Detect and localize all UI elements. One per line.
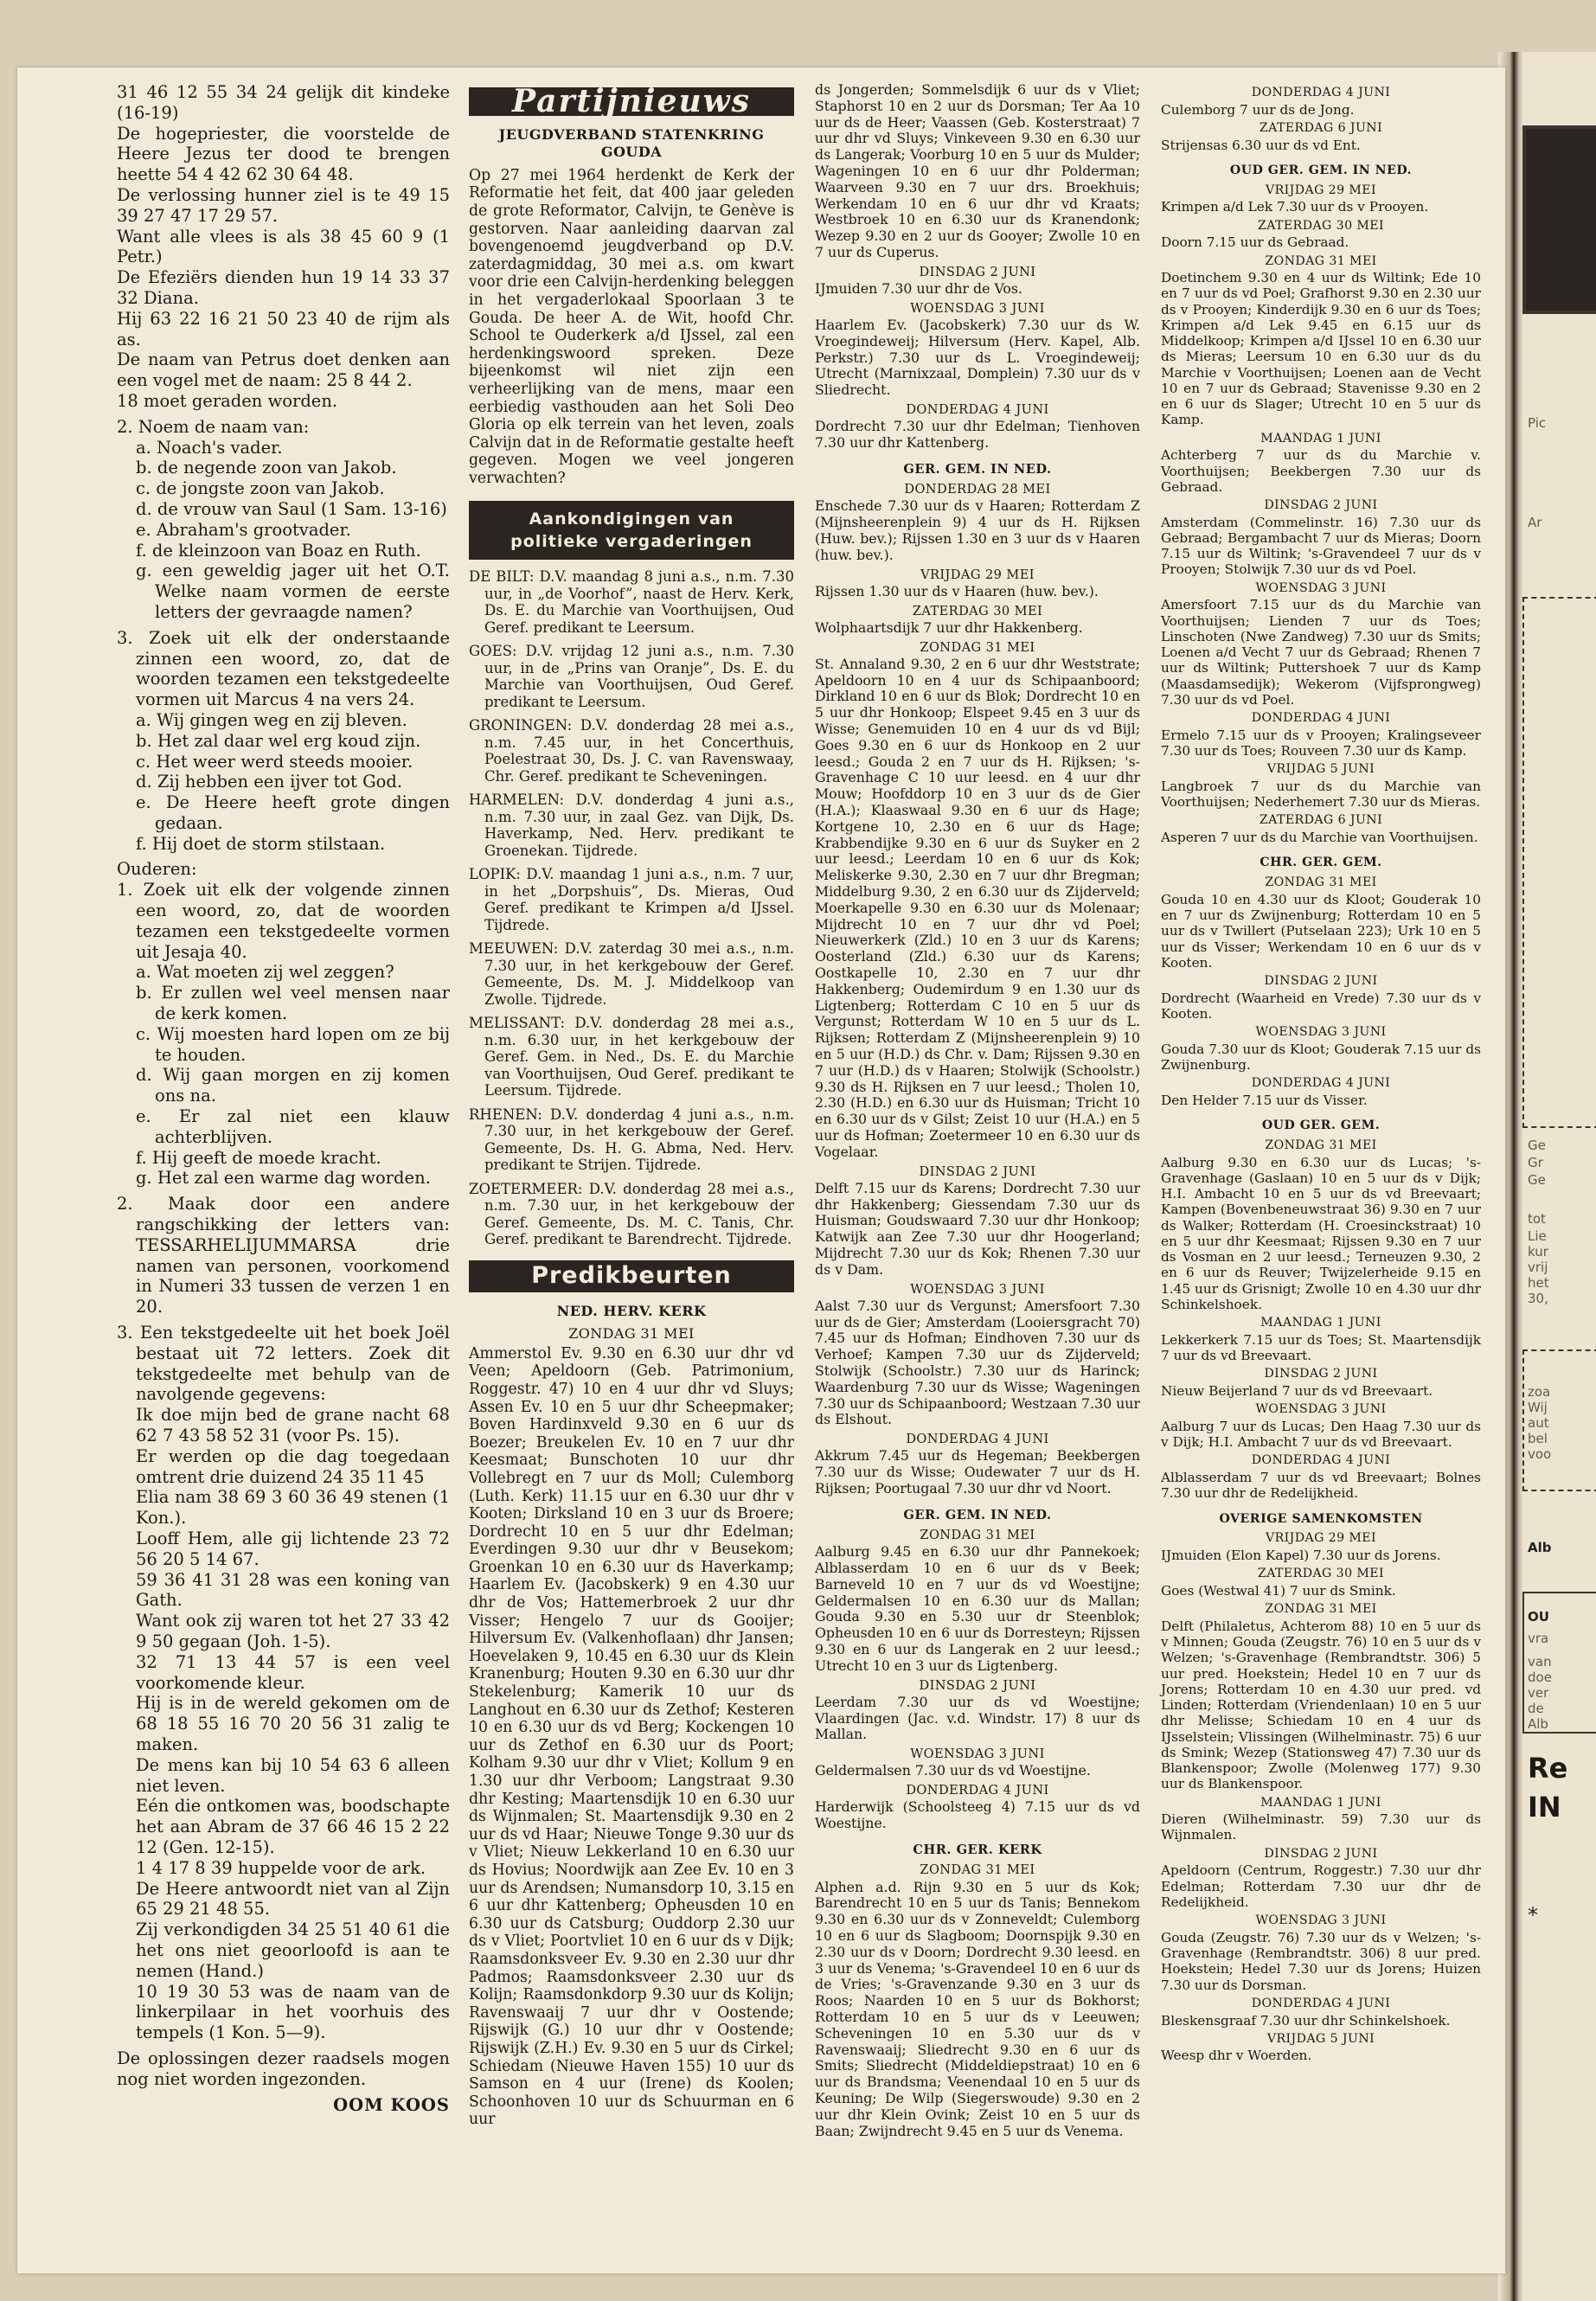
day-heading: VRIJDAG 29 MEI <box>920 567 1035 582</box>
service-listing: Aalburg 7 uur ds Lucas; Den Haag 7.30 uur ds v Dijk; H.I. Ambacht 7 uur ds vd Breevaart. <box>1161 1418 1481 1451</box>
service-listing: St. Annaland 9.30, 2 en 6 uur dhr Weststrate; Apeldoorn 10 en 4 uur ds Schipaanboord; Dirkland 10 en 6 uur ds Blok; Dordrecht 10 en 5 uur dhr Honkoop; Elspeet 9.45 en 3 uur ds Wisse; Genemuiden 10 en 4 uur ds vd Bijl; Goes 9.30 en 6 uur ds Honkoop en 2 uur leesd.; Gouda 2 en 7 uur ds H. Rijksen; 's-Gravenhage C 10 uur leesd. en 4 uur dhr Mouw; Hoofddorp 10 en 3 uur ds de Gier (H.A.); Klaaswaal 9.30 en 6 uur ds Hage; Kortgene 10, 2.30 en 6 uur ds Hage; Krabbendijke 9.30 en 6 uur ds Suyker en 2 uur leesd.; Leerdam 10 en 6 uur ds Kok; Meliskerke 9.30, 2.30 en 7 uur dhr Bregman; Middelburg 9.30, 2 en 6.30 uur ds Zijderveld; Moerkapelle 9.30 en 6.30 uur ds Molenaar; Mijdrecht 10 en 7 uur dhr vd Poel; Nieuwerkerk (Zld.) 10 en 3 uur ds Karens; Oosterland (Zld.) 6.30 uur ds Karens; Oostkapelle 10, 2.30 en 7 uur dhr Hakkenberg; Oudemirdum 9 en 1.30 uur ds Ligtenberg; Rotterdam C 10 en 5 uur ds Vergunst; Rotterdam W 10 en 5 uur ds L. Rijksen; Rotterdam Z (Mijnsheerenplein 9) 10 en 5 uur (H.D.) ds Chr. v. Dam; Rijssen 9.30 en 7 uur (H.D.) ds v Haaren; Stolwijk (Schoolstr.) 9.30 ds H. Rijksen en 7 uur leesd.; Tholen 10, 2.30 (H.D.) en 6.30 uur ds Huisman; Tricht 10 en 6.30 uur ds v Gilst; Zeist 10 uur (H.A.) en 5 uur ds Hofman; Zoetermeer 10 en 6.30 uur ds Vogelaar. <box>815 655 1140 1160</box>
day-heading: ZONDAG 31 MEI <box>920 639 1035 655</box>
service-listing: Doetinchem 9.30 en 4 uur ds Wiltink; Ede 10 en 7 uur ds vd Poel; Grafhorst 9.30 en 2.30 uur ds v Prooyen; Kinderdijk 9.30 en 6 uur ds Toes; Krimpen a/d Lek 9.45 en 6.15 uur ds Middelkoop; Krimpen a/d IJssel 10 en 6.30 uur ds Mieras; Leersum 10 en 6.30 uur ds du Marchie v Voorthuijsen; Loenen aan de Vecht 10 en 7 uur ds Gebraad; Stavenisse 9.30 en 2 en 6 uur ds Slager; Utrecht 10 en 5 uur ds Kamp. <box>1161 270 1481 428</box>
ouderen-question-1: 1. Zoek uit elk der volgende zinnen een woord, zo, dat de woorden tezamen een tekstgedeelte vormen uit Jesaja 40. <box>117 880 450 962</box>
day-heading: ZATERDAG 30 MEI <box>1257 218 1385 233</box>
day-heading: ZONDAG 31 MEI <box>1265 253 1377 268</box>
puzzle-clue: Want ook zij waren tot het 27 33 42 9 50 gegaan (Joh. 1-5). <box>136 1611 450 1651</box>
church-heading: NED. HERV. KERK <box>556 1302 707 1319</box>
day-heading: ZATERDAG 30 MEI <box>912 603 1043 619</box>
fragment: Alb <box>1528 1540 1552 1555</box>
service-listing: Lekkerkerk 7.15 uur ds Toes; St. Maartensdijk 7 uur ds vd Breevaart. <box>1161 1331 1481 1364</box>
question-item: e. Abraham's grootvader. <box>136 519 351 540</box>
service-listing: Weesp dhr v Woerden. <box>1161 2048 1312 2064</box>
service-listing: Dieren (Wilhelminastr. 59) 7.30 uur ds Wijnmalen. <box>1161 1811 1481 1843</box>
fragment: Alb <box>1528 1716 1548 1732</box>
service-listing: Langbroek 7 uur ds du Marchie van Voorthuijsen; Nederhemert 7.30 uur ds Mieras. <box>1161 778 1481 811</box>
service-listing: IJmuiden (Elon Kapel) 7.30 uur ds Jorens. <box>1161 1548 1441 1564</box>
day-heading: DONDERDAG 4 JUNI <box>906 1432 1049 1447</box>
day-heading: DINSDAG 2 JUNI <box>919 1163 1036 1179</box>
jeugdverband-heading: JEUGDVERBAND STATENKRING GOUDA <box>498 125 765 161</box>
day-heading: MAANDAG 1 JUNI <box>1260 431 1381 445</box>
service-listing: Ermelo 7.15 uur ds v Prooyen; Kralingseveer 7.30 uur ds Toes; Rouveen 7.30 uur ds Kamp. <box>1161 727 1481 759</box>
day-heading: WOENSDAG 3 JUNI <box>1255 580 1387 595</box>
question-item: g. Het zal een warme dag worden. <box>136 1168 431 1189</box>
service-listing: Alblasserdam 7 uur ds vd Breevaart; Bolnes 7.30 uur dhr de Redelijkheid. <box>1161 1470 1481 1502</box>
day-heading: DINSDAG 2 JUNI <box>1264 498 1378 513</box>
jeugdverband-text: Op 27 mei 1964 herdenkt de Kerk der Reformatie het feit, dat 400 jaar geleden de grote Reformator, Calvijn, te Genève is gestorven. Naar aanleiding daarvan zal bovengenoemd jeugdverband op D.V. zaterdagmiddag, 30 mei a.s. om kwart voor drie een Calvijn-herdenking beleggen in het vergaderlokaal Spoorlaan 3 te Gouda. De heer A. de Wit, hoofd Chr. School te Ouderkerk a/d IJssel, zal een herdenkingswoord spreken. Deze bijeenkomst wil niet zijn een verheerlijking van de mens, maar een eerbiedig vasthouden aan het Soli Deo Gloria op elk terrein van het leven, zoals Calvijn dat in de Reformatie gestalte heeft gegeven. Mogen we veel jongeren verwachten? <box>469 166 794 487</box>
day-heading: MAANDAG 1 JUNI <box>1260 1795 1381 1810</box>
service-listing: Leerdam 7.30 uur ds vd Woestijne; Vlaardingen (Jac. v.d. Windstr. 17) 8 uur ds Mallan. <box>815 1693 1140 1743</box>
fragment: aut <box>1528 1415 1549 1431</box>
puzzle-clue: 31 46 12 55 34 24 gelijk dit kindeke (16-19) <box>117 82 450 123</box>
day-heading: DONDERDAG 4 JUNI <box>1251 1076 1391 1091</box>
day-heading: DINSDAG 2 JUNI <box>1264 1846 1378 1861</box>
day-heading: WOENSDAG 3 JUNI <box>910 1747 1045 1762</box>
day-heading: DINSDAG 2 JUNI <box>1264 1367 1378 1381</box>
puzzle-clue: Elia nam 38 69 3 60 36 49 stenen (1 Kon.). <box>136 1487 450 1529</box>
puzzle-clue: Looff Hem, alle gij lichtende 23 72 56 20 5 14 67. <box>136 1528 450 1569</box>
puzzle-column <box>117 82 450 2115</box>
puzzle-clue: De hogepriester, die voorstelde de Heere Jezus ter dood te brengen heette 54 4 42 62 30 64 48. <box>117 123 450 185</box>
fragment: Ge <box>1528 1138 1546 1153</box>
service-listing: ds Jongerden; Sommelsdijk 6 uur ds v Vliet; Staphorst 10 en 2 uur ds Dorsman; Ter Aa 10 uur ds de Heer; Vaassen (Geb. Kosterstraat) 7 uur dhr vd Sluys; Vinkeveen 9.30 en 6.30 uur ds Langerak; Voorburg 10 en 5 uur ds Mulder; Wageningen 10 en 6 uur dhr Polderman; Waarveen 9.30 en 7 uur drs. Broekhuis; Werkendam 10 en 6 uur dhr vd Kraats; Westbroek 10 en 6.30 uur ds Kranendonk; Wezep 9.30 en 2 uur ds Gooyer; Zwolle 10 en 7 uur ds Cuperus. <box>815 81 1140 260</box>
service-listing: Harderwijk (Schoolsteeg 4) 7.15 uur ds vd Woestijne. <box>815 1798 1140 1832</box>
meeting-announcement: GOES: D.V. vrijdag 12 juni a.s., n.m. 7.30 uur, in de „Prins van Oranje”, Ds. E. du Marchie van Voorthuijsen, Oud Geref. predikant te Leersum. <box>469 643 794 710</box>
fragment: IN <box>1528 1791 1561 1823</box>
closing-note: De oplossingen dezer raadsels mogen nog niet worden ingezonden. <box>117 2048 450 2089</box>
fragment: tot <box>1528 1211 1546 1227</box>
puzzle-clue: Eén die ontkomen was, boodschapte het aan Abram de 37 66 46 15 2 22 12 (Gen. 12-15). <box>136 1796 450 1857</box>
service-listing: Gouda (Zeugstr. 76) 7.30 uur ds v Welzen; 's-Gravenhage (Rembrandtstr. 306) 8 uur pred. Hoekstein; Hedel 7.30 uur ds Jorens; Huizen 7.30 uur ds Dorsman. <box>1161 1929 1481 1993</box>
ouderen-question-3: 3. Een tekstgedeelte uit het boek Joël bestaat uit 72 letters. Zoek dit tekstgedeelte met behulp van de navolgende gegevens: <box>117 1323 450 1405</box>
fragment: vra <box>1528 1631 1549 1646</box>
day-heading: VRIJDAG 29 MEI <box>1265 183 1377 197</box>
service-listing: Dordrecht (Waarheid en Vrede) 7.30 uur ds v Kooten. <box>1161 990 1481 1022</box>
question-item: b. Het zal daar wel erg koud zijn. <box>136 730 421 751</box>
service-listing: Alphen a.d. Rijn 9.30 en 5 uur ds Kok; Barendrecht 10 en 5 uur ds Tanis; Bennekom 9.30 en 6.30 uur ds v Zonneveldt; Culemborg 10 en 6 uur ds Slagboom; Doornspijk 9.30 en 2.30 uur ds v Doorn; Dordrecht 9.30 leesd. en 3 uur ds Venema; 's-Gravendeel 10 en 6 uur ds de Vries; 's-Gravenzande 9.30 en 3 uur ds Roos; Naarden 10 en 5 uur ds Bokhorst; Rotterdam 10 en 5 uur ds v Leeuwen; Scheveningen 10 en 5.30 uur ds v Ravenswaaij; Sliedrecht 9.30 en 6 uur ds Smits; Sliedrecht (Middeldiepstraat) 10 en 6 uur ds Brandsma; Veenendaal 10 en 5 uur ds Keuning; De Wilp (Siegerswoude) 9.30 en 2 uur dhr Klein Ovink; Zeist 10 en 5 uur ds Baan; Zwijndrecht 9.45 en 5 uur ds Venema. <box>815 1878 1140 2139</box>
service-listing: Amersfoort 7.15 uur ds du Marchie van Voorthuijsen; Lienden 7 uur ds Toes; Linschoten (Nwe Zandweg) 7.30 uur ds Smits; Loenen a/d Vecht 7 uur ds Gebraad; Rhenen 7 uur ds Wiltink; Puttershoek 7 uur ds Kamp (Maasdamsedijk); Wekerom (Vijfsprongweg) 7.30 uur ds vd Poel. <box>1161 597 1481 708</box>
fragment: Ar <box>1528 515 1542 530</box>
meetings-banner <box>469 501 794 560</box>
service-listing: Bleskensgraaf 7.30 uur dhr Schinkelshoek. <box>1161 2012 1451 2029</box>
day-heading: WOENSDAG 3 JUNI <box>1255 1913 1387 1928</box>
fragment: Lie <box>1528 1228 1547 1244</box>
day-heading: ZONDAG 31 MEI <box>1265 1602 1377 1617</box>
puzzle-clue: 10 19 30 53 was de naam van de linkerpilaar in het voorhuis des tempels (1 Kon. 5—9). <box>136 1981 450 2043</box>
service-listing: Strijensas 6.30 uur ds vd Ent. <box>1161 137 1361 153</box>
puzzle-clue: Hij 63 22 16 21 50 23 40 de rijm als as. <box>117 308 450 349</box>
service-listing: Ammerstol Ev. 9.30 en 6.30 uur dhr vd Veen; Apeldoorn (Geb. Patrimonium, Roggestr. 47) 10 en 4 uur dhr vd Sluys; Assen Ev. 10 en 5 uur dhr Scheepmaker; Boven Hardinxveld 9.30 en 6 uur ds Boezer; Breukelen Ev. 10 en 7 uur dhr Keesmaat; Bunschoten 10 uur dhr Vollebregt en 7 uur ds Moll; Culemborg (Luth. Kerk) 11.15 uur en 6.30 uur dhr v Kooten; Dirksland 10 en 3 uur ds Broere; Dordrecht 10 en 5 uur dhr Edelman; Everdingen 9.30 uur dhr v Beusekom; Groenkan 10 en 6.30 uur ds Haverkamp; Haarlem Ev. (Jacobskerk) 9 en 4.30 uur dhr de Vos; Hattemerbroek 2 uur dhr Visser; Hengelo 7 uur ds Gooijer; Hilversum Ev. (Valkenhoflaan) dhr Jansen; Hoevelaken 9, 10.45 en 6.30 uur ds Klein Kranenburg; Houten 9.30 en 6.30 uur dhr Stekelenburg; Kamerik 10 uur ds Langhout en 6.30 uur ds Zethof; Kesteren 10 en 6.30 uur ds vd Berg; Kockengen 10 uur ds Zethof en 6.30 uur ds Poort; Kolham 9.30 uur dhr v Vliet; Kollum 9 en 1.30 uur dhr Verboom; Langstraat 9.30 dhr Kesting; Maartensdijk 10 en 6.30 uur ds Wijnmalen; St. Maartensdijk 9.30 en 2 uur ds vd Haar; Nieuwe Tonge 9.30 uur ds v Vliet; Nieuw Lekkerland 10 en 6.30 uur ds Hovius; Noordwijk aan Zee Ev. 10 en 3 uur ds Arendsen; Numansdorp 10, 3.15 en 6 uur dhr Kattenberg; Opheusden 10 en 6.30 uur ds Catsburg; Ouddorp 2.30 uur ds v Vliet; Poortvliet 10 en 6 uur ds v Dijk; Raamsdonksveer Ev. 9.30 en 2.30 uur dhr Padmos; Raamsdonksveer 2.30 uur ds Kolijn; Raamsdonkdorp 9.30 uur ds Kolijn; Ravenswaaij 7 uur dhr v Oostende; Rijswijk (G.) 10 uur dhr v Oostende; Rijswijk (Z.H.) Ev. 9.30 en 5 uur ds Cirkel; Schiedam (Nieuwe Haven 155) 10 uur ds Samson en 4 uur (Irene) ds Koolen; Schoonhoven 10 uur ds Schuurman en 6 uur <box>469 1344 794 2129</box>
puzzle-clue: Ik doe mijn bed de grane nacht 68 62 7 43 58 52 31 (voor Ps. 15). <box>136 1405 450 1445</box>
day-heading: DONDERDAG 28 MEI <box>904 482 1051 497</box>
puzzle-clue: Want alle vlees is als 38 45 60 9 (1 Petr.) <box>117 226 450 267</box>
meeting-announcement: ZOETERMEER: D.V. donderdag 28 mei a.s., n.m. 7.30 uur, in het kerkgebouw der Geref. Gemeente, Ds. M. C. Tanis, Chr. Geref. predikant te Barendrecht. Tijdrede. <box>469 1180 794 1248</box>
question-item: a. Wat moeten zij wel zeggen? <box>136 962 394 983</box>
question-item: a. Wij gingen weg en zij bleven. <box>136 709 407 730</box>
day-heading: ZONDAG 31 MEI <box>920 1862 1035 1878</box>
fragment: ver <box>1528 1685 1549 1701</box>
puzzle-clue: Zij verkondigden 34 25 51 40 61 die het ons niet geoorloofd is aan te nemen (Hand.) <box>136 1920 450 1981</box>
church-heading: OUD GER. GEM. IN NED. <box>1229 163 1413 177</box>
question-item: b. Er zullen wel veel mensen naar de kerk komen. <box>136 983 450 1024</box>
fragment: voo <box>1528 1446 1552 1462</box>
service-listing: Asperen 7 uur ds du Marchie van Voorthuijsen. <box>1161 830 1478 846</box>
fragment: vrij <box>1528 1259 1548 1275</box>
fragment: kur <box>1528 1244 1548 1259</box>
question-item: b. de negende zoon van Jakob. <box>136 458 397 478</box>
service-listing: Dordrecht 7.30 uur dhr Edelman; Tienhoven 7.30 uur dhr Kattenberg. <box>815 418 1140 452</box>
meeting-announcement: RHENEN: D.V. donderdag 4 juni a.s., n.m. 7.30 uur, in het kerkgebouw der Geref. Gemeente, Ds. H. G. Abma, Ned. Herv. predikant te Strijen. Tijdrede. <box>469 1106 794 1174</box>
fragment: zoa <box>1528 1384 1551 1400</box>
service-listing: Den Helder 7.15 uur ds Visser. <box>1161 1093 1368 1109</box>
puzzle-clue: 1 4 17 8 39 huppelde voor de ark. <box>136 1857 426 1878</box>
church-heading: CHR. GER. KERK <box>913 1843 1042 1858</box>
day-heading: DONDERDAG 4 JUNI <box>1251 1996 1391 2010</box>
meeting-announcement: LOPIK: D.V. maandag 1 juni a.s., n.m. 7 uur, in het „Dorpshuis”, Ds. Mieras, Oud Geref. predikant te Krimpen a/d IJssel. Tijdrede. <box>469 866 794 933</box>
service-listing: Goes (Westwal 41) 7 uur ds Smink. <box>1161 1582 1396 1599</box>
day-heading: ZONDAG 31 MEI <box>920 1527 1035 1542</box>
puzzle-clue: Er werden op die dag toegedaan omtrent drie duizend 24 35 11 45 <box>136 1445 450 1487</box>
fragment: bel <box>1528 1431 1548 1446</box>
service-listing: Nieuw Beijerland 7 uur ds vd Breevaart. <box>1161 1382 1433 1399</box>
day-heading: VRIJDAG 5 JUNI <box>1266 762 1375 777</box>
fragment: Wij <box>1528 1400 1548 1415</box>
day-heading: ZATERDAG 6 JUNI <box>1259 120 1383 135</box>
puzzle-clue: De Heere antwoordt niet van al Zijn 65 29 21 48 55. <box>136 1878 450 1920</box>
ouderen-question-2: 2. Maak door een andere rangschikking der letters van: TESSARHELIJUMMARSA drie namen van personen, voorkomend in Numeri 33 tussen de verzen 1 en 20. <box>117 1194 450 1317</box>
question-item: d. de vrouw van Saul (1 Sam. 13-16) <box>136 498 447 519</box>
service-listing: Aalburg 9.45 en 6.30 uur dhr Pannekoek; Alblasserdam 10 en 6 uur ds v Beek; Barneveld 10 en 7 uur ds vd Woestijne; Geldermalsen 10 en 6.30 uur ds Mallan; Gouda 9.30 en 5.30 uur dr Steenblok; Opheusden 10 en 6 uur ds Dorresteyn; Rijssen 9.30 en 6 uur ds Langerak en 2 uur leesd.; Utrecht 10 en 3 uur ds Ligtenberg. <box>815 1543 1140 1674</box>
fragment: Gr <box>1528 1155 1543 1170</box>
meeting-announcement: DE BILT: D.V. maandag 8 juni a.s., n.m. 7.30 uur, in „de Voorhof”, naast de Herv. Kerk, Ds. E. du Marchie van Voorthuijsen, Oud Geref. predikant te Leersum. <box>469 568 794 636</box>
fragment: Pic <box>1528 415 1547 431</box>
question-item: e. De Heere heeft grote dingen gedaan. <box>136 792 450 833</box>
service-listing: Aalst 7.30 uur ds Vergunst; Amersfoort 7.30 uur ds de Gier; Amsterdam (Looiersgracht 70) 7.45 uur ds Hofman; Eindhoven 7.30 uur ds Verhoef; Kampen 7.30 uur ds Zijderveld; Stolwijk (Schoolstr.) 7.30 uur ds Harinck; Waardenburg 7.30 uur ds Wisse; Wageningen 7.30 uur ds Schipaanboord; Westzaan 7.30 uur ds Elshout. <box>815 1297 1140 1428</box>
fragment: 30, <box>1528 1291 1548 1306</box>
service-listing: Achterberg 7 uur ds du Marchie v. Voorthuijsen; Beekbergen 7.30 uur ds Gebraad. <box>1161 447 1481 495</box>
service-listing: Enschede 7.30 uur ds v Haaren; Rotterdam Z (Mijnsheerenplein 9) 4 uur ds H. Rijksen (Huw. bev.); Rijssen 1.30 en 3 uur ds v Haaren (huw. bev.). <box>815 497 1140 563</box>
adjacent-page-edge <box>1522 52 1596 2301</box>
partijnieuws-banner: Partijnieuws <box>469 87 794 116</box>
service-listing: Krimpen a/d Lek 7.30 uur ds v Prooyen. <box>1161 199 1429 215</box>
fragment: * <box>1528 1903 1538 1927</box>
meeting-announcement: GRONINGEN: D.V. donderdag 28 mei a.s., n.m. 7.45 uur, in het Concerthuis, Poelestraat 30, Ds. J. C. van Ravenswaay, Chr. Geref. predikant te Scheveningen. <box>469 717 794 785</box>
puzzle-clue: De naam van Petrus doet denken aan een vogel met de naam: 25 8 44 2. <box>117 349 450 391</box>
service-listing: Gouda 7.30 uur ds Kloot; Gouderak 7.15 uur ds Zwijnenburg. <box>1161 1041 1481 1074</box>
day-heading: DONDERDAG 4 JUNI <box>906 402 1049 418</box>
day-heading: WOENSDAG 3 JUNI <box>910 300 1045 316</box>
puzzle-clue: Hij is in de wereld gekomen om de 68 18 55 16 70 20 56 31 zalig te maken. <box>136 1693 450 1754</box>
church-heading: OVERIGE SAMENKOMSTEN <box>1219 1511 1423 1526</box>
question-3: 3. Zoek uit elk der onderstaande zinnen een woord, zo, dat de woorden tezamen een tekstgedeelte vormen uit Marcus 4 na vers 24. <box>117 627 450 710</box>
fragment: OU <box>1528 1609 1549 1625</box>
fragment: de <box>1528 1701 1544 1716</box>
service-listing: Wolphaartsdijk 7 uur dhr Hakkenberg. <box>815 619 1083 636</box>
ouderen-heading: Ouderen: <box>117 859 197 880</box>
question-item: a. Noach's vader. <box>136 437 283 458</box>
day-heading: DONDERDAG 4 JUNI <box>1251 1453 1391 1468</box>
services-column-3 <box>815 82 1140 2139</box>
service-listing: Rijssen 1.30 uur ds v Haaren (huw. bev.). <box>815 582 1099 599</box>
day-heading: DINSDAG 2 JUNI <box>1264 973 1378 988</box>
day-heading: WOENSDAG 3 JUNI <box>910 1281 1045 1297</box>
day-heading: ZONDAG 31 MEI <box>568 1325 695 1343</box>
service-listing: Haarlem Ev. (Jacobskerk) 7.30 uur ds W. Vroegindeweij; Hilversum (Herv. Kapel, Alb. Perkstr.) 7.30 uur ds L. Vroegindeweij; Utrecht (Marnixzaal, Domplein) 7.30 uur ds v Sliedrecht. <box>815 317 1140 399</box>
meeting-announcement: MELISSANT: D.V. donderdag 28 mei a.s., n.m. 6.30 uur, in het kerkgebouw der Geref. Gem. in Ned., Ds. E. du Marchie van Voorthuijsen, Oud Geref. predikant te Leersum. Tijdrede. <box>469 1015 794 1099</box>
service-listing: Gouda 10 en 4.30 uur ds Kloot; Gouderak 10 en 7 uur ds Zwijnenburg; Rotterdam 10 en 5 uur ds v Twillert (Putselaan 223); Urk 10 en 5 uur ds Visser; Werkendam 10 en 6 uur ds v Kooten. <box>1161 891 1481 971</box>
service-listing: Apeldoorn (Centrum, Roggestr.) 7.30 uur dhr Edelman; Rotterdam 7.30 uur dhr de Redelijkheid. <box>1161 1862 1481 1910</box>
day-heading: VRIJDAG 29 MEI <box>1265 1531 1377 1546</box>
service-listing: Doorn 7.15 uur ds Gebraad. <box>1161 234 1349 251</box>
church-heading: GER. GEM. IN NED. <box>903 461 1052 477</box>
puzzle-clue: 32 71 13 44 57 is een veel voorkomende kleur. <box>136 1651 450 1693</box>
day-heading: DINSDAG 2 JUNI <box>919 264 1036 279</box>
puzzle-clue: 18 moet geraden worden. <box>117 390 338 411</box>
puzzle-clue: De mens kan bij 10 54 63 6 alleen niet leven. <box>136 1754 450 1796</box>
service-listing: IJmuiden 7.30 uur dhr de Vos. <box>815 280 1023 297</box>
service-listing: Amsterdam (Commelinstr. 16) 7.30 uur ds Gebraad; Bergambacht 7 uur ds Mieras; Doorn 7.15 uur ds Wiltink; 's-Gravendeel 7 uur ds v Prooyen; Stolwijk 7.30 uur ds vd Poel. <box>1161 514 1481 578</box>
question-item: c. Het weer werd steeds mooier. <box>136 751 413 772</box>
day-heading: VRIJDAG 5 JUNI <box>1266 2031 1375 2046</box>
day-heading: DONDERDAG 4 JUNI <box>1251 711 1391 726</box>
question-item: e. Er zal niet een klauw achterblijven. <box>136 1106 450 1147</box>
service-listing: Delft (Philaletus, Achterom 88) 10 en 5 uur ds v Minnen; Gouda (Zeugstr. 76) 10 en 5 uur ds v Welzen; 's-Gravenhage (Rembrandtstr. 306) 5 uur pred. Hoekstein; Hedel 10 en 7 uur ds Jorens; Rotterdam 10 en 4.30 uur pred. vd Linden; Rotterdam (Vriendenlaan) 10 en 5 uur dhr Melisse; Schiedam 10 en 4 uur ds IJsselstein; Vlissingen (Wilhelminastr. 75) 6 uur ds Smink; Wezep (Stationsweg 47) 7.30 uur ds Blankenspoor; Zwolle (Molenweg 177) 9.30 uur ds Blankenspoor. <box>1161 1618 1481 1792</box>
fragment: Re <box>1528 1752 1568 1785</box>
church-heading: GER. GEM. IN NED. <box>903 1507 1052 1522</box>
service-listing: Culemborg 7 uur ds de Jong. <box>1161 101 1355 118</box>
day-heading: MAANDAG 1 JUNI <box>1260 1316 1381 1330</box>
meeting-announcement: HARMELEN: D.V. donderdag 4 juni a.s., n.m. 7.30 uur, in zaal Gez. van Dijk, Ds. Haverkamp, Ned. Herv. predikant te Groenekan. Tijdrede. <box>469 792 794 859</box>
question-item: c. Wij moesten hard lopen om ze bij te houden. <box>136 1023 450 1065</box>
services-column-4 <box>1161 82 1481 2064</box>
puzzle-clue: 59 36 41 31 28 was een koning van Gath. <box>136 1569 450 1611</box>
day-heading: ZATERDAG 30 MEI <box>1257 1567 1385 1581</box>
day-heading: DONDERDAG 4 JUNI <box>1251 86 1391 99</box>
service-listing: Geldermalsen 7.30 uur ds vd Woestijne. <box>815 1762 1091 1779</box>
meetings-banner-line: Aankondigingen van <box>529 510 734 529</box>
day-heading: DONDERDAG 4 JUNI <box>906 1783 1049 1798</box>
day-heading: WOENSDAG 3 JUNI <box>1255 1025 1387 1040</box>
question-item: f. Hij geeft de moede kracht. <box>136 1147 381 1168</box>
question-item: d. Zij hebben een ijver tot God. <box>136 772 403 792</box>
puzzle-clue: De Efeziërs dienden hun 19 14 33 37 32 Diana. <box>117 267 450 308</box>
church-heading: CHR. GER. GEM. <box>1259 856 1382 870</box>
day-heading: ZATERDAG 6 JUNI <box>1259 813 1383 828</box>
day-heading: ZONDAG 31 MEI <box>1265 1138 1377 1153</box>
fragment: doe <box>1528 1670 1552 1685</box>
service-listing: Akkrum 7.45 uur ds Hegeman; Beekbergen 7.30 uur ds Wisse; Oudewater 7 uur ds H. Rijksen; Poortugaal 7.30 uur dhr vd Noort. <box>815 1447 1140 1497</box>
day-heading: DINSDAG 2 JUNI <box>919 1677 1036 1693</box>
signature: OOM KOOS <box>333 2094 450 2115</box>
fragment: Ge <box>1528 1172 1546 1188</box>
church-heading: OUD GER. GEM. <box>1261 1118 1381 1133</box>
question-item: f. de kleinzoon van Boaz en Ruth. <box>136 540 421 561</box>
day-heading: WOENSDAG 3 JUNI <box>1255 1402 1387 1417</box>
party-news-column <box>469 82 794 2129</box>
question-2: 2. Noem de naam van: <box>117 416 310 437</box>
predikbeurten-banner: Predikbeurten <box>469 1260 794 1292</box>
fragment: van <box>1528 1654 1552 1670</box>
question-item: d. Wij gaan morgen en zij komen ons na. <box>136 1065 450 1106</box>
fragment: het <box>1528 1275 1549 1291</box>
service-listing: Aalburg 9.30 en 6.30 uur ds Lucas; 's-Gravenhage (Gaslaan) 10 en 5 uur ds v Dijk; H.I. Ambacht 10 en 5 uur ds vd Breevaart; Kampen (Bovenbeneuwstraat 36) 9.30 en 7 uur ds Walker; Rotterdam (H. Croesinckstraat) 10 en 5 uur dhr Keesmaat; Rijssen 9.30 en 7 uur ds Vosman en 2 uur leesd.; Terneuzen 9.30, 2 en 6 uur ds Reuver; Twijzelerheide 9.15 en 1.45 uur ds Grisnigt; Zwolle 10 en 4.30 uur dhr Schinkelshoek. <box>1161 1154 1481 1312</box>
meetings-banner-line: politieke vergaderingen <box>510 532 753 552</box>
question-item: g. een geweldig jager uit het O.T. Welke naam vormen de eerste letters der gevraagde namen? <box>136 561 450 622</box>
day-heading: ZONDAG 31 MEI <box>1265 875 1377 890</box>
adjacent-dashed-box <box>1522 597 1596 1128</box>
question-item: f. Hij doet de storm stilstaan. <box>136 833 386 854</box>
service-listing: Delft 7.15 uur ds Karens; Dordrecht 7.30 uur dhr Hakkenberg; Giessendam 7.30 uur ds Huisman; Goudswaard 7.30 uur dhr Honkoop; Katwijk aan Zee 7.30 uur dhr Hoogerland; Mijdrecht 7.30 uur ds Kok; Rhenen 7.30 uur ds v Dam. <box>815 1179 1140 1278</box>
adjacent-dark-box <box>1522 125 1596 314</box>
meeting-announcement: MEEUWEN: D.V. zaterdag 30 mei a.s., n.m. 7.30 uur, in het kerkgebouw der Geref. Gemeente, Ds. M. J. Middelkoop van Zwolle. Tijdrede. <box>469 940 794 1008</box>
puzzle-clue: De verlossing hunner ziel is te 49 15 39 27 47 17 29 57. <box>117 184 450 226</box>
question-item: c. de jongste zoon van Jakob. <box>136 478 385 499</box>
